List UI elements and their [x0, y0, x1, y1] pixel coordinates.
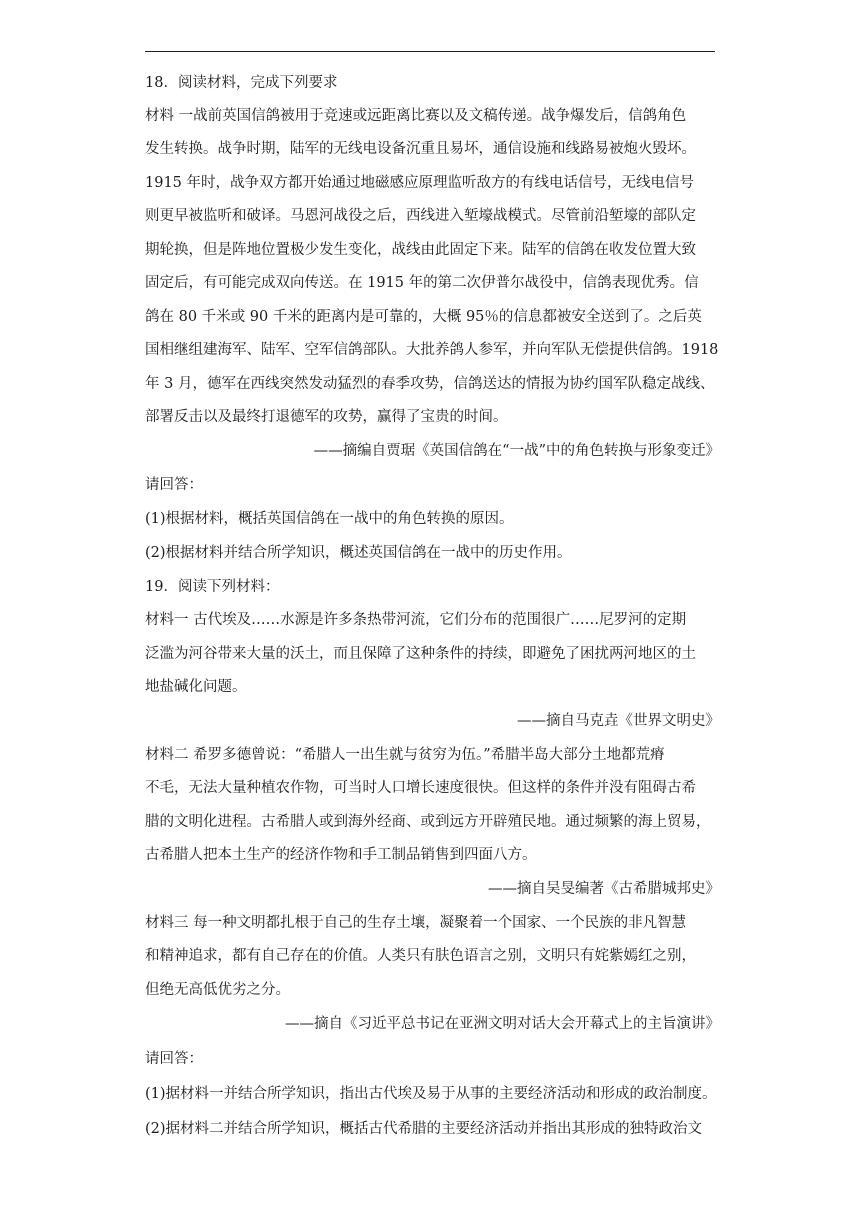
- q18-source: ——摘编自贾琚《英国信鸽在“一战”中的角色转换与形象变迁》: [313, 443, 720, 459]
- q18-material-line-3: 1915 年时，战争双方都开始通过地磁感应原理监听敌方的有线电话信号，无线电信号: [145, 175, 695, 191]
- q18-material-line-6: 固定后，有可能完成双向传送。在 1915 年的第二次伊普尔战役中，信鸽表现优秀。信: [145, 275, 699, 291]
- q18-material-line-7: 鸽在 80 千米或 90 千米的距离内是可靠的，大概 95％的信息都被安全送到了。之后英: [145, 309, 702, 325]
- q18-material-line-8: 国相继组建海军、陆军、空军信鸽部队。大批养鸽人参军，并向军队无偿提供信鸽。1918: [145, 342, 719, 358]
- q18-material-line-10: 部署反击以及最终打退德军的攻势，赢得了宝贵的时间。: [145, 409, 508, 425]
- q19-material3-line-2: 和精神追求，都有自己存在的价值。人类只有肤色语言之别，文明只有姹紫嫣红之别，: [145, 948, 696, 964]
- header-rule: [145, 51, 715, 52]
- q18-material-line-4: 则更早被监听和破译。马恩河战役之后，西线进入堑壕战模式。尽管前沿堑壕的部队定: [145, 208, 696, 224]
- q19-material1-line-3: 地盐碱化问题。: [145, 679, 247, 695]
- q19-material2-source: ——摘自吴旻编著《古希腊城邦史》: [488, 881, 720, 897]
- q19-material3-line-3: 但绝无高低优劣之分。: [145, 982, 290, 998]
- q19-material1-source: ——摘自马克垚《世界文明史》: [517, 713, 720, 729]
- question-18-title: 18．阅读材料，完成下列要求: [145, 75, 338, 91]
- q18-material-line-2: 发生转换。战争时期，陆军的无线电设备沉重且易坏，通信设施和线路易被炮火毁坏。: [145, 141, 696, 157]
- q19-prompt: 请回答：: [145, 1051, 203, 1067]
- q19-material2-line-2: 不毛，无法大量种植农作物，可当时人口增长速度很快。但这样的条件并没有阻碍古希: [145, 780, 696, 796]
- q19-material1-line-2: 泛滥为河谷带来大量的沃土，而且保障了这种条件的持续，即避免了困扰两河地区的土: [145, 646, 696, 662]
- q19-material3-source: ——摘自《习近平总书记在亚洲文明对话大会开幕式上的主旨演讲》: [285, 1016, 720, 1032]
- q18-prompt: 请回答：: [145, 477, 203, 493]
- q18-material-line-1: 材料 一战前英国信鸽被用于竞速或远距离比赛以及文稿传递。战争爆发后，信鸽角色: [145, 108, 687, 124]
- q19-subquestion-1: (1)据材料一并结合所学知识，指出古代埃及易于从事的主要经济活动和形成的政治制度。: [145, 1086, 717, 1102]
- q19-subquestion-2: (2)据材料二并结合所学知识，概括古代希腊的主要经济活动并指出其形成的独特政治文: [145, 1121, 703, 1137]
- q19-material1-line-1: 材料一 古代埃及……水源是许多条热带河流，它们分布的范围很广……尼罗河的定期: [145, 612, 687, 628]
- q18-material-line-5: 期轮换，但是阵地位置极少发生变化，战线由此固定下来。陆军的信鸽在收发位置大致: [145, 242, 696, 258]
- q19-material2-line-4: 古希腊人把本土生产的经济作物和手工制品销售到四面八方。: [145, 847, 537, 863]
- q18-subquestion-2: (2)根据材料并结合所学知识，概述英国信鸽在一战中的历史作用。: [145, 545, 572, 561]
- q19-material2-line-1: 材料二 希罗多德曾说：“希腊人一出生就与贫穷为伍。”希腊半岛大部分土地都荒瘠: [145, 747, 665, 763]
- q19-material2-line-3: 腊的文明化进程。古希腊人或到海外经商、或到远方开辟殖民地。通过频繁的海上贸易，: [145, 814, 711, 830]
- q19-material3-line-1: 材料三 每一种文明都扎根于自己的生存土壤，凝聚着一个国家、一个民族的非凡智慧: [145, 915, 687, 931]
- q18-subquestion-1: (1)根据材料，概括英国信鸽在一战中的角色转换的原因。: [145, 511, 514, 527]
- question-19-title: 19．阅读下列材料：: [145, 579, 280, 595]
- q18-material-line-9: 年 3 月，德军在西线突然发动猛烈的春季攻势，信鸽送达的情报为协约国军队稳定战线、: [145, 376, 715, 392]
